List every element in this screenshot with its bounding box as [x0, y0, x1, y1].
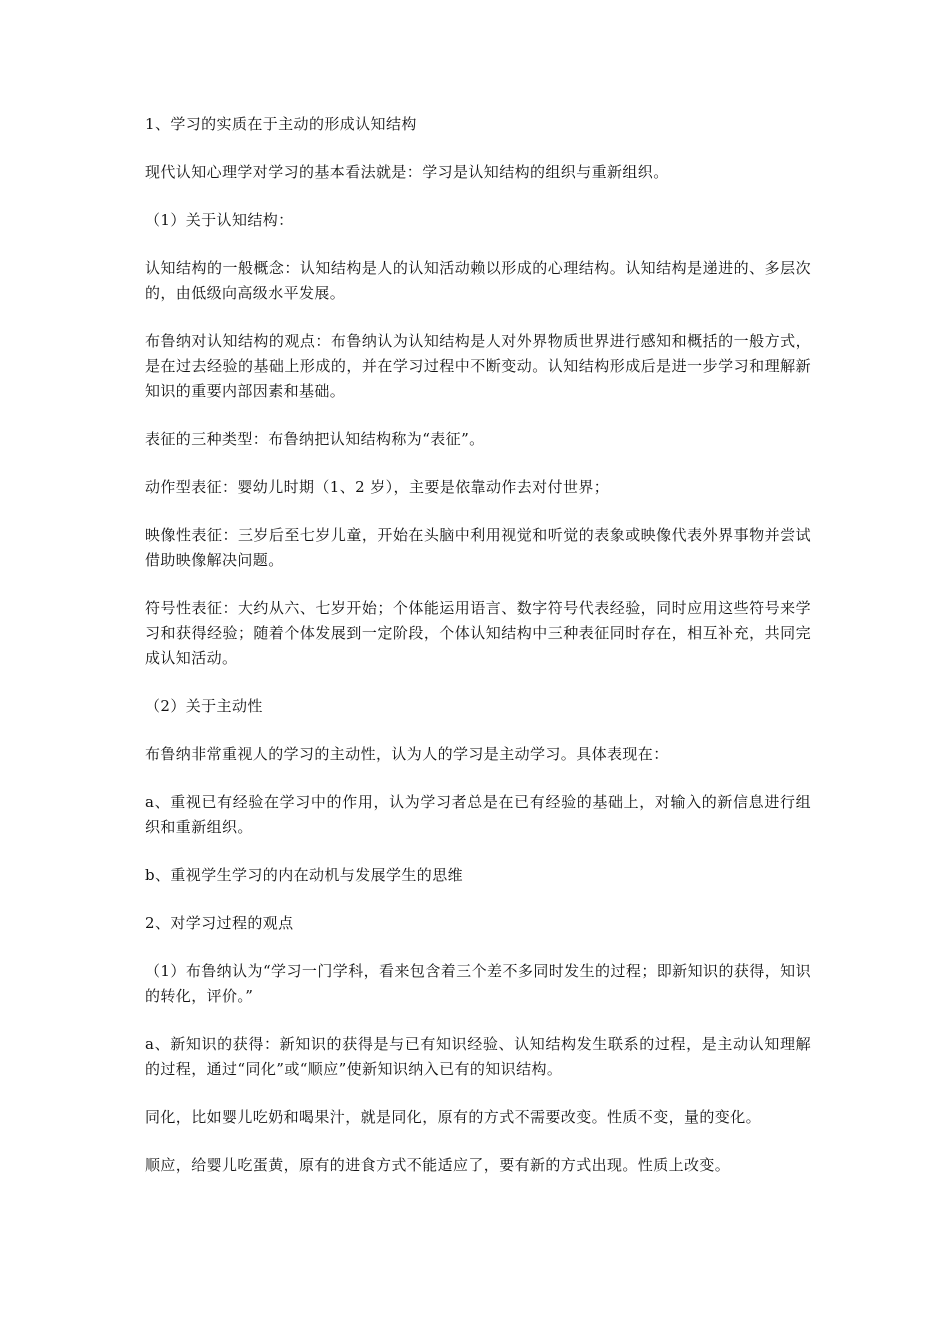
paragraph: 符号性表征：大约从六、七岁开始；个体能运用语言、数字符号代表经验，同时应用这些符号来学习和获得经验；随着个体发展到一定阶段，个体认知结构中三种表征同时存在，相互补充，共同完成认知活动。 [145, 599, 811, 667]
paragraph: 认知结构的一般概念：认知结构是人的认知活动赖以形成的心理结构。认知结构是递进的、多层次的，由低级向高级水平发展。 [145, 259, 811, 302]
paragraph: 动作型表征：婴幼儿时期（1、2 岁），主要是依靠动作去对付世界； [145, 478, 610, 496]
paragraph: b、重视学生学习的内在动机与发展学生的思维 [145, 866, 464, 884]
paragraph: 顺应，给婴儿吃蛋黄，原有的进食方式不能适应了，要有新的方式出现。性质上改变。 [145, 1156, 731, 1174]
paragraph: 布鲁纳对认知结构的观点：布鲁纳认为认知结构是人对外界物质世界进行感知和概括的一般方式，是在过去经验的基础上形成的，并在学习过程中不断变动。认知结构形成后是进一步学习和理解新知识的重要内部因素和基础。 [145, 332, 811, 400]
subsection-heading: （2）关于主动性 [145, 697, 263, 715]
paragraph: 现代认知心理学对学习的基本看法就是：学习是认知结构的组织与重新组织。 [145, 163, 669, 181]
section-heading: 2、对学习过程的观点 [145, 914, 294, 932]
paragraph: 同化，比如婴儿吃奶和喝果汁，就是同化，原有的方式不需要改变。性质不变，量的变化。 [145, 1108, 762, 1126]
paragraph: 表征的三种类型：布鲁纳把认知结构称为“表征”。 [145, 430, 485, 448]
document-body [145, 112, 811, 1201]
paragraph: 布鲁纳非常重视人的学习的主动性，认为人的学习是主动学习。具体表现在： [145, 745, 669, 763]
section-heading: 1、学习的实质在于主动的形成认知结构 [145, 115, 417, 133]
paragraph: 映像性表征：三岁后至七岁儿童，开始在头脑中利用视觉和听觉的表象或映像代表外界事物并尝试借助映像解决问题。 [145, 526, 811, 569]
subsection-heading: （1）关于认知结构： [145, 211, 294, 229]
paragraph: a、新知识的获得：新知识的获得是与已有知识经验、认知结构发生联系的过程，是主动认知理解的过程，通过“同化”或“顺应”使新知识纳入已有的知识结构。 [145, 1035, 811, 1078]
paragraph: （1）布鲁纳认为“学习一门学科，看来包含着三个差不多同时发生的过程；即新知识的获得，知识的转化，评价。” [145, 962, 811, 1005]
paragraph: a、重视已有经验在学习中的作用，认为学习者总是在已有经验的基础上，对输入的新信息进行组织和重新组织。 [145, 793, 811, 836]
